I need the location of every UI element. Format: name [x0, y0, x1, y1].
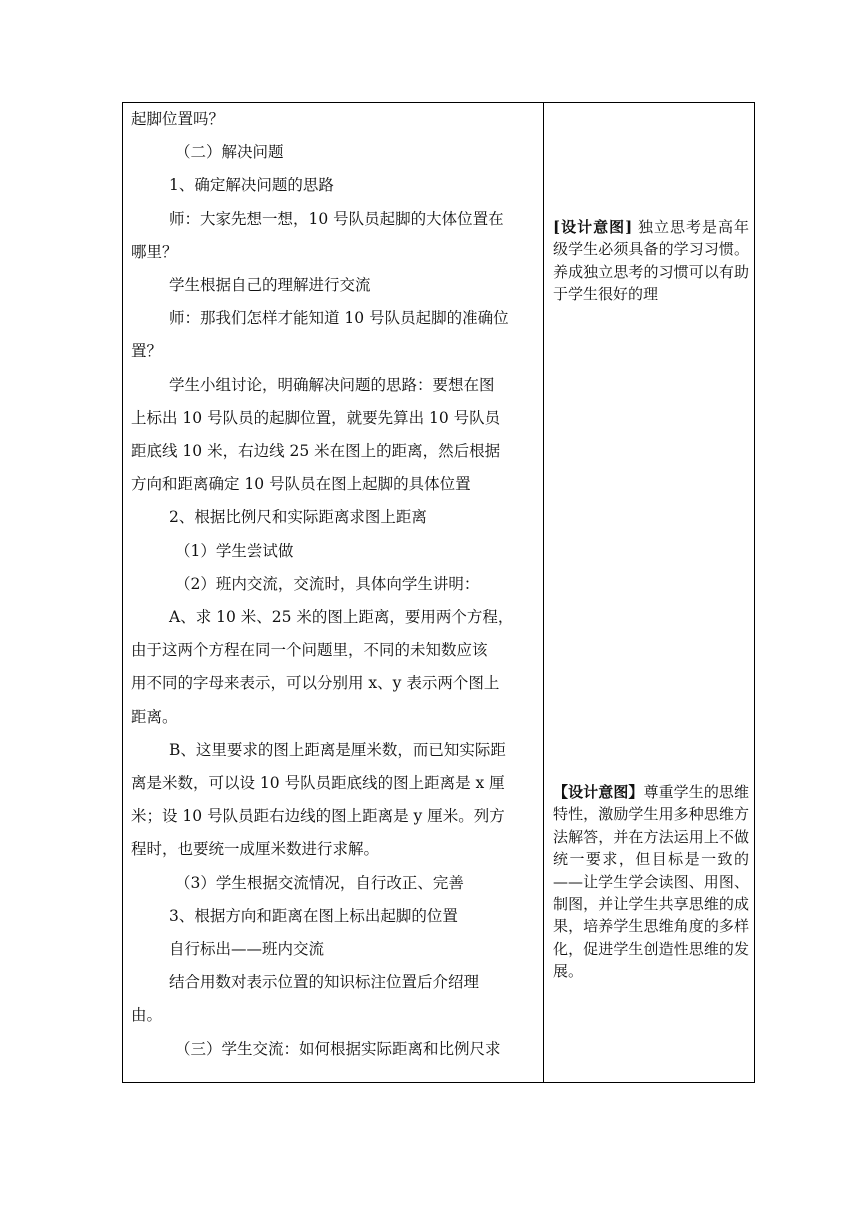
design-intent-note	[553, 216, 749, 306]
text-line: 距离。	[131, 707, 178, 726]
design-intent-text: 独立思考是高年级学生必须具备的学习习惯。养成独立思考的习惯可以有助于学生很好的理	[553, 218, 749, 304]
text-line: （三）学生交流：如何根据实际距离和比例尺求	[175, 1039, 501, 1058]
text-line: 上标出 10 号队员的起脚位置，就要先算出 10 号队员	[131, 408, 501, 427]
text-line: 程时，也要统一成厘米数进行求解。	[131, 840, 380, 859]
lesson-plan-table	[122, 102, 755, 1083]
design-intent-text: 尊重学生的思维特性，激励学生用多种思维方法解答，并在方法运用上不做统一要求，但目标是一致的——让学生学会读图、用图、制图，并让学生共享思维的成果，培养学生思维角度的多样化，促进学生创造性思维的发展。	[553, 783, 749, 981]
text-line: 用不同的字母来表示，可以分别用 x、y 表示两个图上	[131, 674, 500, 693]
design-intent-label: [设计意图]	[553, 218, 633, 236]
text-line: 师：那我们怎样才能知道 10 号队员起脚的准确位	[169, 309, 509, 328]
text-line: B、这里要求的图上距离是厘米数，而已知实际距	[169, 740, 506, 759]
text-line: 距底线 10 米，右边线 25 米在图上的距离，然后根据	[131, 442, 501, 461]
text-line: 置？	[131, 342, 163, 361]
teaching-process-cell	[131, 103, 539, 1066]
text-line: 3、根据方向和距离在图上标出起脚的位置	[169, 906, 458, 925]
text-line: 学生小组讨论，明确解决问题的思路：要想在图	[169, 375, 495, 394]
text-line: 结合用数对表示位置的知识标注位置后介绍理	[169, 973, 480, 992]
design-intent-label: 【设计意图】	[553, 783, 644, 801]
text-line: 由于这两个方程在同一个问题里，不同的未知数应该	[131, 641, 488, 660]
text-line: 起脚位置吗？	[131, 110, 225, 128]
text-line: 方向和距离确定 10 号队员在图上起脚的具体位置	[131, 475, 471, 494]
design-intent-note	[553, 781, 749, 983]
text-line: 2、根据比例尺和实际距离求图上距离	[169, 508, 427, 527]
text-line: 1、确定解决问题的思路	[169, 176, 334, 195]
text-line: 由。	[131, 1006, 163, 1025]
text-line: （二）解决问题	[175, 143, 284, 162]
text-line: 学生根据自己的理解进行交流	[169, 276, 371, 295]
text-line: 师：大家先想一想，10 号队员起脚的大体位置在	[169, 209, 504, 228]
column-divider	[543, 103, 544, 1082]
text-line: （2）班内交流，交流时，具体向学生讲明：	[175, 574, 480, 593]
text-line: （3）学生根据交流情况，自行改正、完善	[175, 873, 464, 892]
text-line: 离是米数，可以设 10 号队员距底线的图上距离是 x 厘	[131, 774, 505, 793]
text-line: 自行标出——班内交流	[169, 940, 325, 959]
text-line: 米；设 10 号队员距右边线的图上距离是 y 厘米。列方	[131, 807, 505, 826]
text-line: （1）学生尝试做	[175, 541, 294, 560]
text-line: A、求 10 米、25 米的图上距离，要用两个方程，	[169, 608, 514, 627]
text-line: 哪里？	[131, 242, 178, 261]
